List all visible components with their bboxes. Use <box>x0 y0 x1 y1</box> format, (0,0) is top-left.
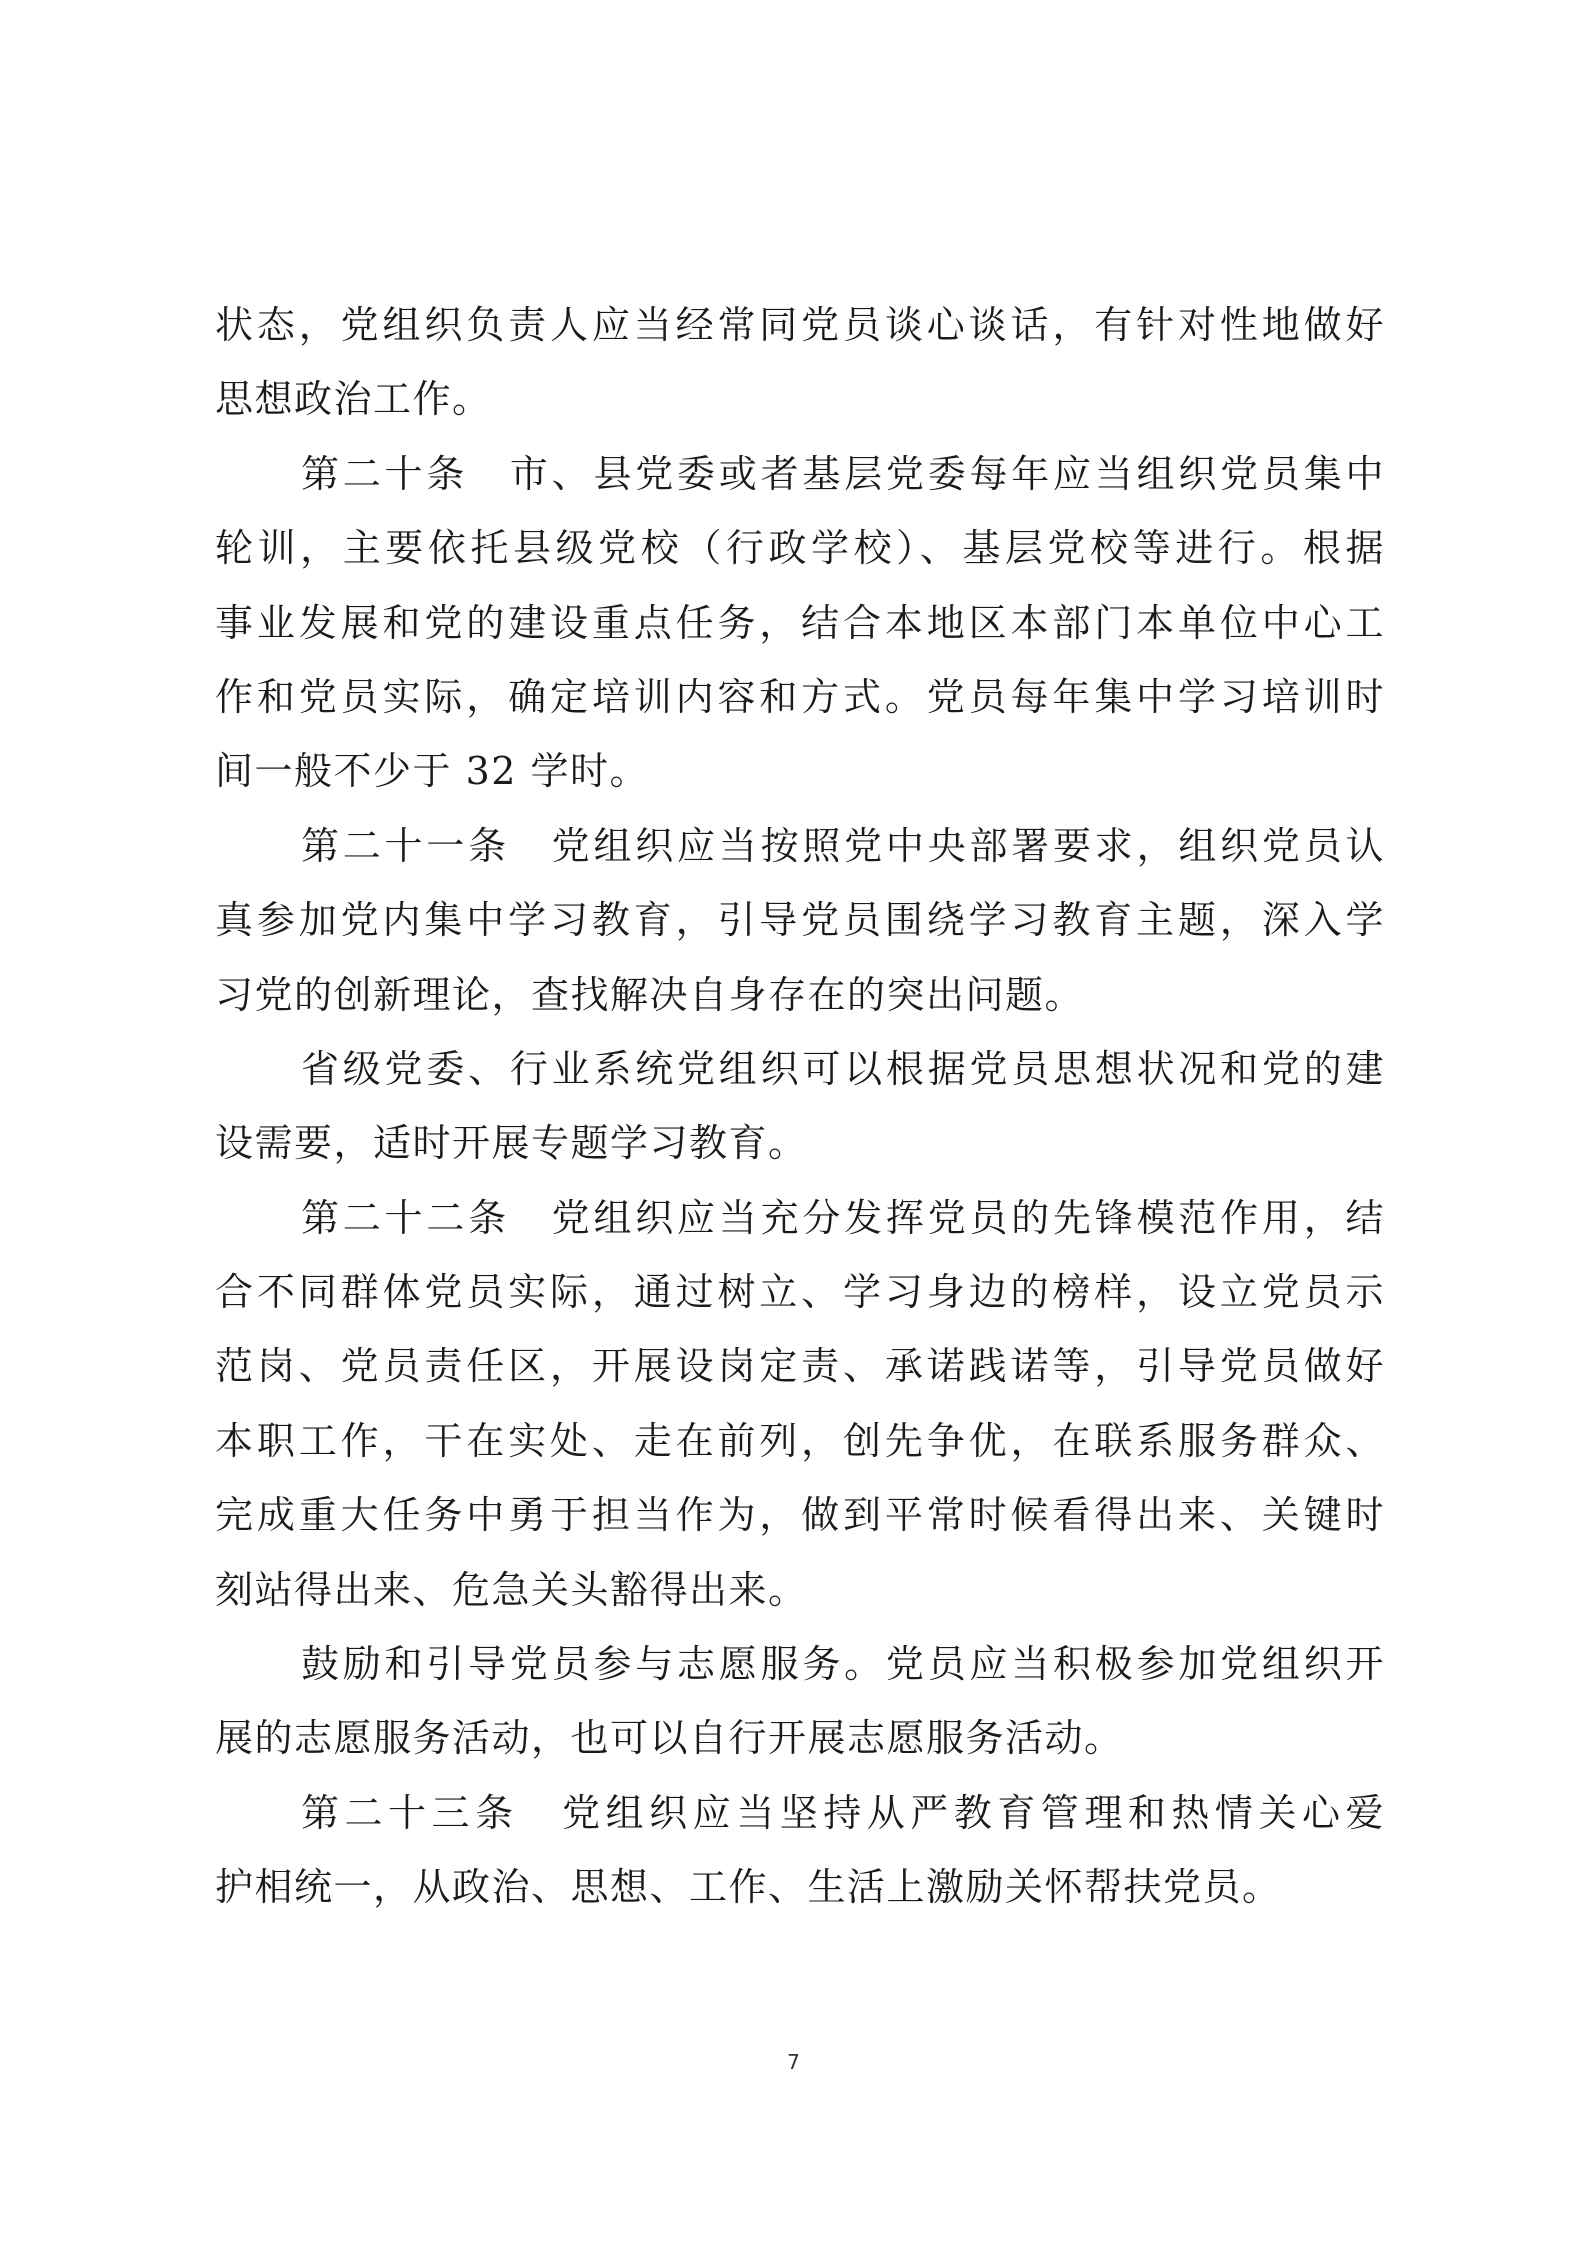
text-line: 间一般不少于 32 学时。 <box>215 749 650 794</box>
text-line: 状态，党组织负责人应当经常同党员谈心谈话，有针对性地做好 <box>215 303 1385 347</box>
article-21-heading-line: 第二十一条 党组织应当按照党中央部署要求，组织党员认 <box>301 823 1385 868</box>
text-line: 思想政治工作。 <box>215 377 492 422</box>
text-line: 合不同群体党员实际，通过树立、学习身边的榜样，设立党员示 <box>215 1270 1385 1315</box>
text-line: 轮训，主要依托县级党校（行政学校）、基层党校等进行。根据 <box>215 526 1385 571</box>
paragraph-start-line: 鼓励和引导党员参与志愿服务。党员应当积极参加党组织开 <box>301 1642 1385 1687</box>
text-line: 展的志愿服务活动，也可以自行开展志愿服务活动。 <box>215 1716 1124 1761</box>
text-line: 设需要，适时开展专题学习教育。 <box>215 1121 808 1166</box>
article-23-heading-line: 第二十三条 党组织应当坚持从严教育管理和热情关心爱 <box>301 1790 1385 1835</box>
article-22-heading-line: 第二十二条 党组织应当充分发挥党员的先锋模范作用，结 <box>301 1195 1385 1240</box>
page-number: 7 <box>787 2050 800 2074</box>
text-line: 完成重大任务中勇于担当作为，做到平常时候看得出来、关键时 <box>215 1493 1385 1538</box>
text-line: 本职工作，干在实处、走在前列，创先争优，在联系服务群众、 <box>215 1418 1385 1463</box>
text-line: 范岗、党员责任区，开展设岗定责、承诺践诺等，引导党员做好 <box>215 1344 1385 1389</box>
text-line: 习党的创新理论，查找解决自身存在的突出问题。 <box>215 972 1085 1017</box>
text-line: 刻站得出来、危急关头豁得出来。 <box>215 1567 808 1612</box>
text-line: 护相统一，从政治、思想、工作、生活上激励关怀帮扶党员。 <box>215 1865 1282 1910</box>
text-line: 真参加党内集中学习教育，引导党员围绕学习教育主题，深入学 <box>215 898 1385 943</box>
text-line: 事业发展和党的建设重点任务，结合本地区本部门本单位中心工 <box>215 600 1385 645</box>
body-text <box>215 288 1385 1925</box>
article-20-heading-line: 第二十条 市、县党委或者基层党委每年应当组织党员集中 <box>301 451 1385 496</box>
text-line: 作和党员实际，确定培训内容和方式。党员每年集中学习培训时 <box>215 674 1385 719</box>
paragraph-start-line: 省级党委、行业系统党组织可以根据党员思想状况和党的建 <box>301 1046 1385 1091</box>
